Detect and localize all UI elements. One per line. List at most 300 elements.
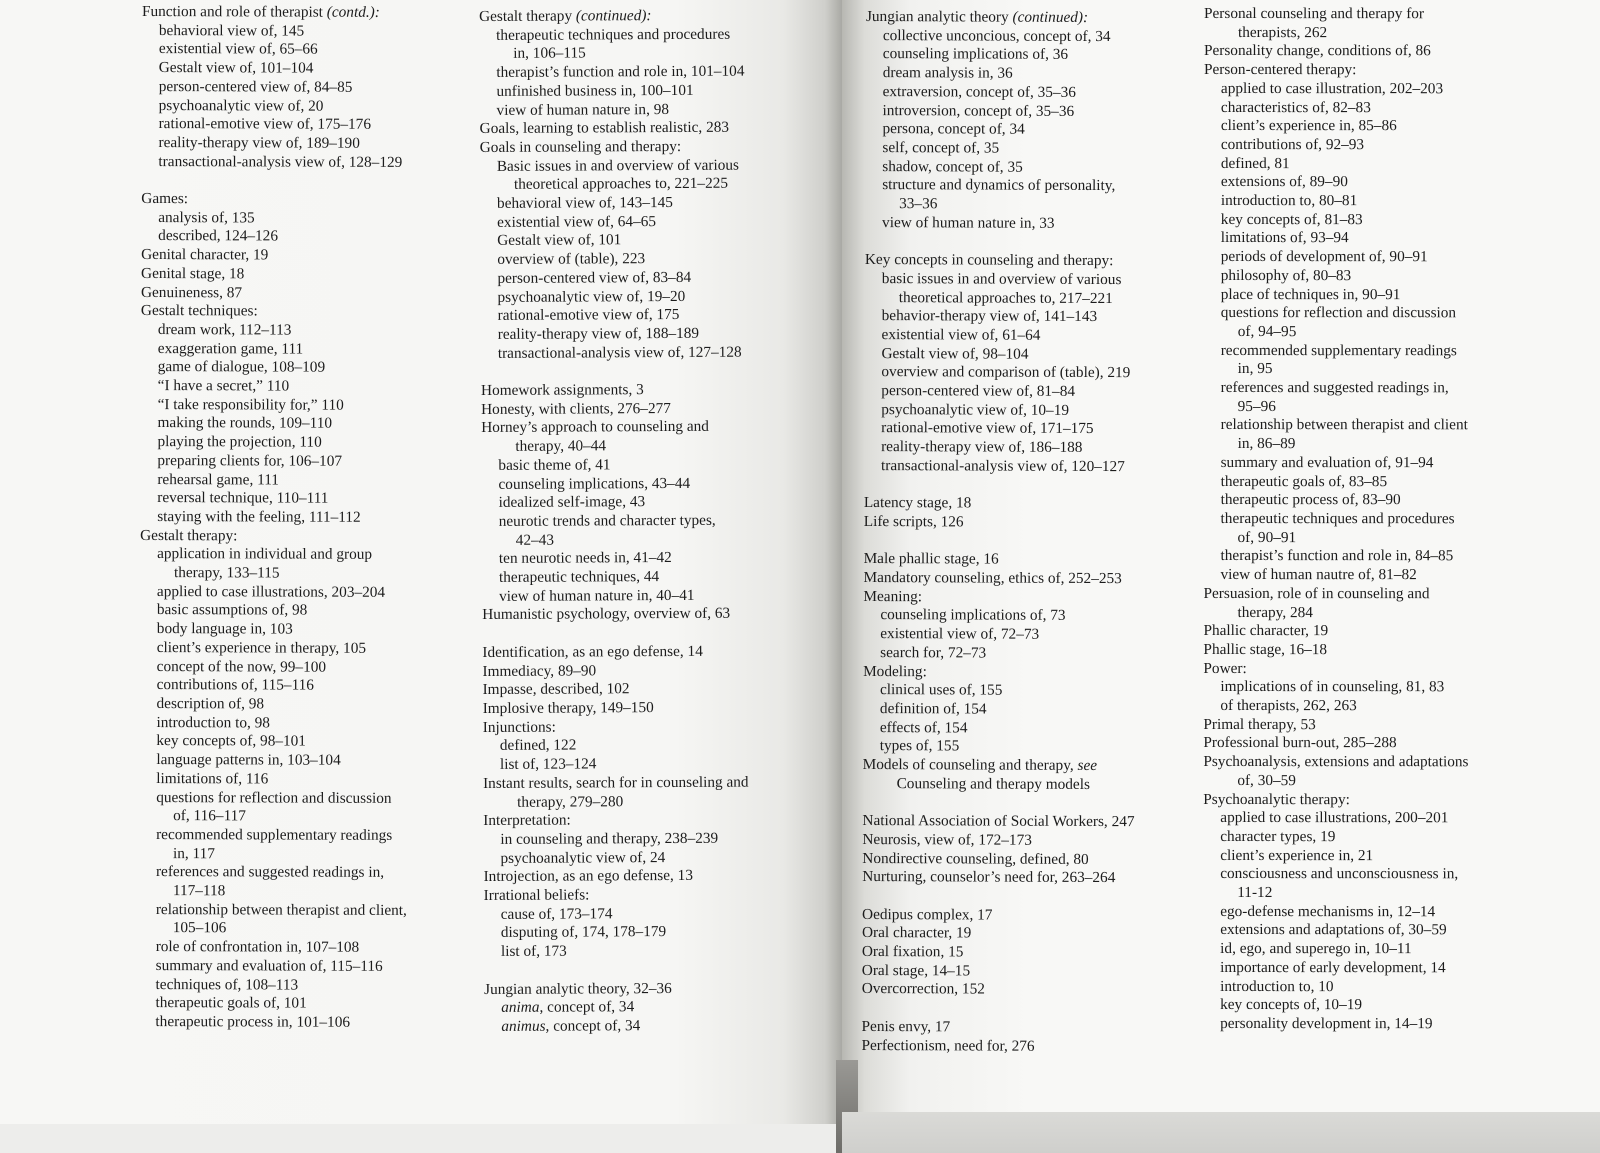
entry-text: characteristics of, 82–83: [1220, 98, 1371, 116]
index-entry: [140, 527, 408, 547]
index-subentry: [483, 755, 749, 775]
index-subentry: [480, 268, 746, 288]
entry-text: therapist’s function and role in, 84–85: [1220, 547, 1454, 565]
index-subentry: [1204, 416, 1469, 435]
entry-text: Genuineness, 87: [140, 283, 243, 301]
entry-text: importance of early development, 14: [1220, 958, 1446, 977]
index-subentry: [142, 22, 410, 42]
entry-text: Genital stage, 18: [141, 264, 245, 283]
index-entry: [863, 569, 1135, 589]
index-subentry: [142, 97, 410, 117]
entry-text: role of confrontation in, 107–108: [155, 938, 360, 956]
index-subentry: [483, 736, 749, 756]
entry-text: personality development in, 14–19: [1220, 1014, 1433, 1033]
index-subentry: [1204, 398, 1469, 417]
index-entry: [484, 979, 750, 999]
entry-text: summary and evaluation of, 91–94: [1220, 453, 1434, 472]
index-entry: [862, 868, 1134, 888]
entry-text: language patterns in, 103–104: [156, 751, 341, 769]
index-subentry: [481, 437, 747, 457]
index-subentry: [141, 377, 409, 397]
entry-text: 95–96: [1237, 397, 1276, 415]
entry-text: 11-12: [1237, 884, 1273, 902]
index-subentry: [480, 194, 746, 214]
index-subentry: [479, 100, 745, 120]
index-entry: [862, 980, 1134, 1000]
index-subentry: [141, 321, 409, 341]
entry-text: application in individual and group: [157, 545, 373, 564]
entry-text: Gestalt view of, 101–104: [158, 59, 314, 77]
index-subentry: [1203, 959, 1468, 978]
entry-text: therapeutic goals of, 101: [155, 994, 307, 1012]
index-entry: [1203, 753, 1468, 772]
entry-text: transactional-analysis view of, 127–128: [497, 343, 742, 362]
index-subentry: [479, 44, 745, 64]
index-subentry: [864, 345, 1136, 365]
entry-text: applied to case illustrations, 203–204: [156, 582, 386, 601]
index-subentry: [479, 25, 745, 45]
entry-text: in, 106–115: [513, 44, 586, 63]
index-subentry: [1204, 248, 1469, 267]
entry-text: therapeutic goals of, 83–85: [1220, 472, 1388, 490]
index-subentry: [864, 382, 1136, 402]
entry-text: client’s experience in, 21: [1220, 846, 1374, 864]
entry-text: playing the projection, 110: [157, 433, 322, 451]
entry-text: in, 86–89: [1237, 435, 1296, 453]
entry-text: view of human nautre of, 81–82: [1220, 566, 1417, 584]
entry-text: Oral character, 19: [861, 924, 972, 942]
entry-text: introversion, concept of, 35–36: [882, 101, 1075, 120]
entry-text: unfinished business in, 100–101: [496, 81, 694, 100]
index-subentry: [1204, 24, 1469, 43]
index-subentry: [139, 714, 407, 734]
index-subentry: [1203, 940, 1468, 959]
entry-text: reality-therapy view of, 186–188: [881, 438, 1083, 457]
entry-text: 105–106: [172, 919, 227, 937]
entry-text: Nondirective counseling, defined, 80: [862, 849, 1089, 868]
index-subentry: [865, 270, 1137, 290]
entry-text: of, 116–117: [173, 807, 246, 825]
entry-text: 117–118: [172, 882, 226, 900]
entry-text: relationship between therapist and client: [1220, 416, 1468, 434]
index-subentry: [1203, 996, 1468, 1015]
entry-text: list of, 123–124: [499, 755, 597, 773]
entry-text: Genital character, 19: [141, 246, 269, 264]
entry-text: transactional-analysis view of, 120–127: [880, 456, 1125, 475]
entry-text: 42–43: [515, 531, 555, 549]
index-subentry: [1204, 510, 1469, 529]
entry-text: Meaning:: [863, 587, 923, 606]
index-subentry: [866, 27, 1138, 47]
index-entry: [863, 588, 1135, 608]
entry-text: ego-defense mechanisms in, 12–14: [1220, 902, 1436, 920]
entry-text: therapists, 262: [1237, 23, 1328, 41]
entry-text: introduction to, 10: [1220, 977, 1334, 995]
index-subentry: [1204, 117, 1469, 136]
entry-text: contributions of, 92–93: [1220, 135, 1365, 154]
index-subentry: [1203, 903, 1468, 922]
italic-term: anima: [501, 998, 540, 1017]
index-subentry: [1203, 847, 1468, 866]
entry-text: Mandatory counseling, ethics of, 252–253: [863, 569, 1122, 588]
index-subentry: [140, 564, 408, 584]
index-subentry: [1204, 529, 1469, 548]
index-subentry: [864, 363, 1136, 383]
index-subentry: [141, 396, 409, 416]
index-subentry: [863, 644, 1135, 664]
index-subentry: [484, 998, 750, 1018]
index-subentry: [866, 102, 1138, 122]
index-entry: [862, 962, 1134, 982]
index-entry: [865, 251, 1137, 271]
index-entry: [862, 943, 1134, 963]
entry-text: Horney’s approach to counseling and: [481, 418, 709, 437]
entry-text: Latency stage, 18: [863, 494, 972, 512]
index-subentry: [1203, 566, 1468, 585]
entry-text: recommended supplementary readings: [156, 825, 393, 844]
italic-suffix: (continued):: [1012, 8, 1089, 26]
entry-text: game of dialogue, 108–109: [157, 358, 326, 376]
entry-text: , concept of, 34: [545, 1017, 641, 1035]
entry-text: introduction to, 80–81: [1220, 192, 1358, 210]
index-entry: [862, 906, 1134, 926]
entry-text: key concepts of, 10–19: [1220, 996, 1363, 1014]
entry-text: shadow, concept of, 35: [882, 157, 1023, 176]
index-subentry: [139, 957, 407, 977]
entry-text: Games:: [141, 190, 189, 208]
entry-text: analysis of, 135: [158, 208, 255, 227]
entry-text: Implosive therapy, 149–150: [482, 699, 654, 717]
index-subentry: [1204, 547, 1469, 566]
entry-text: effects of, 154: [879, 718, 968, 737]
entry-text: Humanistic psychology, overview of, 63: [482, 605, 731, 624]
index-entry: [481, 418, 747, 438]
entry-text: exaggeration game, 111: [157, 339, 304, 358]
entry-text: therapeutic process of, 83–90: [1220, 491, 1401, 509]
entry-text: character types, 19: [1220, 827, 1336, 846]
index-subentry: [1204, 192, 1469, 211]
entry-text: Personality change, conditions of, 86: [1203, 42, 1431, 60]
index-subentry: [483, 848, 749, 868]
index-subentry: [140, 676, 408, 696]
entry-text: in, 95: [1237, 360, 1273, 378]
index-subentry: [139, 901, 407, 921]
index-subentry: [140, 489, 408, 509]
entry-text: body language in, 103: [156, 620, 293, 638]
entry-text: references and suggested readings in,: [155, 863, 385, 882]
entry-text: applied to case illustrations, 200–201: [1220, 809, 1449, 827]
index-subentry: [140, 414, 408, 434]
index-entry: [479, 7, 745, 27]
index-entry: [1204, 42, 1469, 61]
index-subentry: [1204, 491, 1469, 510]
entry-text: description of, 98: [156, 695, 265, 713]
entry-text: Jungian analytic theory: [865, 8, 1009, 26]
index-subentry: [139, 807, 407, 827]
entry-text: summary and evaluation of, 115–116: [155, 956, 383, 975]
entry-text: search for, 72–73: [880, 643, 987, 662]
entry-text: transactional-analysis view of, 128–129: [158, 152, 403, 171]
entry-text: Person-centered therapy:: [1203, 61, 1357, 79]
index-subentry: [482, 549, 748, 569]
index-entry: [1203, 791, 1468, 810]
entry-text: Irrational beliefs:: [483, 886, 590, 905]
index-subentry: [482, 568, 748, 588]
index-subentry: [140, 508, 408, 528]
index-subentry: [1204, 435, 1469, 454]
index-subentry: [141, 227, 409, 247]
index-subentry: [1204, 267, 1469, 286]
index-subentry: [141, 209, 409, 229]
index-subentry: [140, 471, 408, 491]
index-subentry: [481, 455, 747, 475]
index-subentry: [1204, 360, 1469, 379]
entry-text: “I take responsibility for,” 110: [157, 395, 344, 414]
index-subentry: [865, 326, 1137, 346]
index-subentry: [863, 719, 1135, 739]
entry-text: Identification, as an ego defense, 14: [482, 642, 703, 661]
entry-text: Penis envy, 17: [861, 1017, 951, 1036]
index-subentry: [1203, 978, 1468, 997]
entry-text: Male phallic stage, 16: [863, 550, 999, 568]
index-subentry: [480, 250, 746, 270]
index-subentry: [482, 530, 748, 550]
entry-text: Honesty, with clients, 276–277: [481, 399, 671, 418]
index-subentry: [479, 81, 745, 101]
index-entry: [483, 773, 749, 793]
entry-text: existential view of, 65–66: [158, 40, 318, 59]
entry-text: definition of, 154: [879, 700, 987, 718]
index-subentry: [479, 63, 745, 83]
entry-text: Oral fixation, 15: [861, 943, 964, 961]
entry-text: persona, concept of, 34: [882, 120, 1025, 138]
entry-text: of, 90–91: [1237, 528, 1297, 546]
index-subentry: [1204, 80, 1469, 99]
index-subentry: [140, 583, 408, 603]
entry-text: person-centered view of, 83–84: [497, 268, 692, 287]
index-subentry: [480, 156, 746, 176]
index-subentry: [1203, 678, 1468, 697]
entry-text: Models of counseling and therapy,: [862, 756, 1074, 774]
index-subentry: [1204, 155, 1469, 174]
index-subentry: [1203, 828, 1468, 847]
entry-text: Phallic stage, 16–18: [1203, 640, 1328, 659]
entry-text: Gestalt techniques:: [140, 302, 258, 320]
index-subentry: [865, 158, 1137, 178]
entry-text: Primal therapy, 53: [1203, 715, 1316, 733]
entry-text: dream analysis in, 36: [882, 64, 1013, 82]
entry-text: neurotic trends and character types,: [498, 511, 716, 530]
entry-text: view of human nature in, 40–41: [499, 586, 695, 605]
index-subentry: [142, 115, 410, 135]
entry-text: techniques of, 108–113: [155, 975, 299, 994]
entry-text: theoretical approaches to, 217–221: [898, 288, 1113, 307]
entry-text: applied to case illustration, 202–203: [1220, 79, 1444, 98]
index-subentry: [140, 452, 408, 472]
index-subentry: [139, 826, 407, 846]
entry-text: self, concept of, 35: [882, 138, 1000, 157]
entry-text: limitations of, 93–94: [1220, 229, 1349, 247]
entry-text: periods of development of, 90–91: [1220, 248, 1428, 266]
index-subentry: [139, 845, 407, 865]
index-subentry: [482, 512, 748, 532]
index-subentry: [142, 78, 410, 98]
entry-text: Impasse, described, 102: [482, 680, 630, 699]
entry-text: making the rounds, 109–110: [157, 414, 333, 433]
entry-text: therapeutic techniques and procedures: [496, 25, 731, 44]
entry-text: basic theme of, 41: [498, 456, 611, 474]
index-subentry: [866, 64, 1138, 84]
entry-text: extraversion, concept of, 35–36: [882, 82, 1076, 101]
entry-text: behavioral view of, 145: [158, 21, 305, 40]
entry-text: of, 30–59: [1237, 771, 1296, 789]
index-subentry: [483, 830, 749, 850]
entry-text: reality-therapy view of, 188–189: [497, 324, 700, 343]
index-subentry: [140, 639, 408, 659]
entry-text: Homework assignments, 3: [480, 381, 644, 400]
index-subentry: [865, 307, 1137, 327]
index-subentry: [865, 214, 1137, 234]
entry-text: therapeutic techniques, 44: [498, 568, 660, 586]
index-subentry: [1204, 454, 1469, 473]
entry-text: counseling implications of, 73: [880, 606, 1066, 625]
entry-text: relationship between therapist and client,: [155, 900, 407, 919]
index-subentry: [139, 863, 407, 883]
entry-text: Oedipus complex, 17: [862, 905, 993, 924]
index-entry: [863, 756, 1135, 776]
index-subentry: [484, 923, 750, 943]
entry-text: counseling implications, 43–44: [498, 474, 691, 493]
index-entry: [483, 699, 749, 719]
index-subentry: [866, 83, 1138, 103]
index-subentry: [1203, 697, 1468, 716]
entry-text: questions for reflection and discussion: [1220, 304, 1457, 322]
index-subentry: [484, 1017, 750, 1037]
index-subentry: [865, 176, 1137, 196]
index-subentry: [480, 231, 746, 251]
entry-text: counseling implications of, 36: [882, 45, 1069, 64]
entry-text: reality-therapy view of, 189–190: [158, 133, 360, 152]
entry-text: therapeutic techniques and procedures: [1220, 509, 1455, 528]
index-entry: [866, 8, 1138, 28]
index-subentry: [865, 139, 1137, 159]
index-column-3: [861, 8, 1138, 1056]
entry-text: behavior-therapy view of, 141–143: [881, 307, 1098, 326]
index-subentry: [1203, 884, 1468, 903]
entry-text: Gestalt view of, 98–104: [881, 344, 1029, 363]
entry-text: Immediacy, 89–90: [482, 661, 597, 680]
index-subentry: [481, 343, 747, 363]
index-subentry: [1203, 921, 1468, 940]
entry-text: Personal counseling and therapy for: [1203, 5, 1425, 23]
entry-text: types of, 155: [879, 737, 960, 755]
index-subentry: [1204, 211, 1469, 230]
index-subentry: [1203, 772, 1468, 791]
entry-text: of, 94–95: [1237, 322, 1297, 341]
index-column-1: [138, 3, 410, 1033]
index-entry: [864, 513, 1136, 533]
index-subentry: [482, 493, 748, 513]
entry-text: Instant results, search for in counseling and: [483, 773, 749, 792]
index-subentry: [1204, 379, 1469, 398]
entry-text: key concepts of, 98–101: [156, 732, 306, 750]
entry-text: psychoanalytic view of, 24: [500, 848, 666, 867]
index-subentry: [1204, 323, 1469, 342]
entry-text: Gestalt therapy: [479, 7, 573, 25]
index-subentry: [863, 681, 1135, 701]
entry-text: overview of (table), 223: [497, 250, 646, 269]
entry-text: in, 117: [173, 844, 215, 862]
index-subentry: [141, 153, 409, 173]
entry-text: Modeling:: [863, 662, 927, 680]
index-subentry: [140, 601, 408, 621]
entry-text: place of techniques in, 90–91: [1220, 285, 1401, 303]
entry-text: list of, 173: [500, 942, 567, 961]
index-subentry: [140, 658, 408, 678]
entry-text: , concept of, 34: [539, 998, 635, 1016]
index-entry: [862, 812, 1134, 832]
index-entry: [481, 399, 747, 419]
entry-text: therapy, 40–44: [515, 437, 607, 455]
index-entry: [484, 867, 750, 887]
entry-text: therapy, 133–115: [173, 564, 280, 582]
entry-text: extensions of, 89–90: [1220, 173, 1348, 191]
entry-text: Oral stage, 14–15: [861, 961, 971, 980]
index-entry: [862, 850, 1134, 870]
index-entry: [484, 886, 750, 906]
index-subentry: [480, 287, 746, 307]
index-column-2: [479, 7, 750, 1037]
entry-text: Nurturing, counselor’s need for, 263–264: [862, 868, 1116, 887]
index-entry: [1203, 585, 1468, 604]
entry-text: psychoanalytic view of, 19–20: [497, 287, 686, 306]
index-subentry: [139, 976, 407, 996]
index-entry: [480, 138, 746, 158]
index-entry: [483, 680, 749, 700]
entry-text: extensions and adaptations of, 30–59: [1220, 921, 1447, 939]
index-subentry: [140, 545, 408, 565]
index-subentry: [141, 358, 409, 378]
entry-text: Introjection, as an ego defense, 13: [483, 867, 693, 886]
entry-text: basic issues in and overview of various: [881, 269, 1122, 288]
entry-text: rational-emotive view of, 171–175: [881, 419, 1094, 438]
index-subentry: [138, 994, 406, 1014]
index-entry: [861, 1037, 1133, 1057]
entry-text: Gestalt view of, 101: [497, 231, 622, 250]
entry-text: Perfectionism, need for, 276: [861, 1036, 1035, 1055]
italic-term: animus: [501, 1017, 546, 1035]
index-entry: [863, 663, 1135, 683]
index-entry: [864, 494, 1136, 514]
entry-text: rehearsal game, 111: [157, 470, 279, 489]
entry-text: existential view of, 72–73: [880, 625, 1040, 643]
index-subentry: [139, 770, 407, 790]
index-entry: [862, 831, 1134, 851]
index-column-4: [1203, 5, 1469, 1034]
index-subentry: [1203, 603, 1468, 622]
index-subentry: [139, 732, 407, 752]
entry-text: Phallic character, 19: [1203, 622, 1329, 640]
index-subentry: [863, 625, 1135, 645]
entry-text: Interpretation:: [483, 811, 571, 830]
entry-text: contributions of, 115–116: [156, 676, 315, 694]
index-subentry: [481, 325, 747, 345]
entry-text: basic assumptions of, 98: [156, 601, 308, 620]
index-subentry: [1204, 304, 1469, 323]
entry-text: described, 124–126: [158, 227, 279, 245]
entry-text: Life scripts, 126: [863, 512, 964, 531]
entry-text: view of human nature in, 98: [496, 100, 670, 119]
